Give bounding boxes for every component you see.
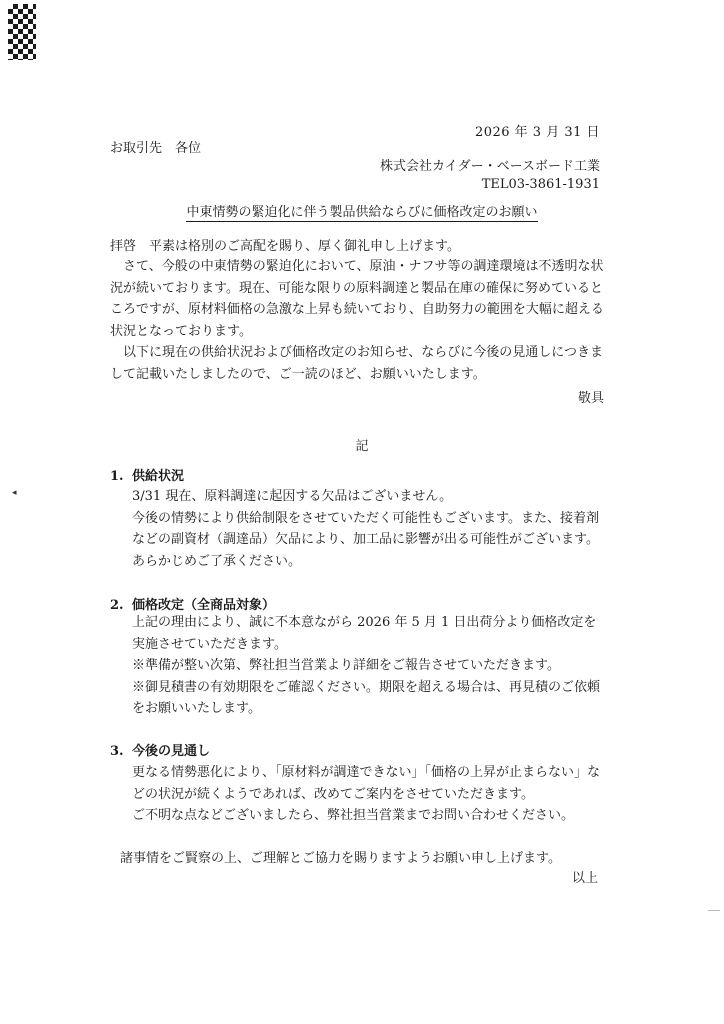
sender-company: 株式会社カイダー・ベースボード工業: [380, 159, 600, 174]
ki-heading: 記: [355, 439, 369, 454]
section-3-number: 3.: [110, 744, 124, 759]
subject-line: [0, 204, 724, 222]
section-2-number: 2.: [110, 598, 124, 613]
section-1-title: [110, 465, 184, 484]
section-2-title: [110, 594, 275, 613]
greeting: 拝啓 平素は格別のご高配を賜り、厚く御礼申し上げます。: [110, 239, 460, 254]
checker-pattern-mark: [8, 4, 36, 60]
margin-line-mark: [708, 910, 720, 911]
section-3-title-text: 今後の見通し: [132, 744, 211, 759]
section-2-line-2: ※準備が整い次第、弊社担当営業より詳細をご報告させていただきます。: [132, 658, 560, 673]
section-1-line-1: 3/31 現在、原料調達に起因する欠品はございません。: [132, 489, 453, 504]
closing-request: 諸事情をご賢察の上、ご理解とご協力を賜りますようお願い申し上げます。: [120, 851, 561, 866]
section-1-number: 1.: [110, 469, 124, 484]
section-2-title-text: 価格改定（全商品対象）: [132, 598, 276, 613]
margin-arrow-mark: ◂: [12, 488, 17, 498]
body-paragraph-2: 以下に現在の供給状況および価格改定のお知らせ、ならびに今後の見通しにつきまして記載いたしましたので、ご一読のほど、お願いいたします。: [110, 345, 603, 382]
closing-word: 敬具: [577, 391, 604, 406]
subject-text: 中東情勢の緊迫化に伴う製品供給ならびに価格改定のお願い: [186, 205, 538, 220]
section-2-line-1: 上記の理由により、誠に不本意ながら 2026 年 5 月 1 日出荷分より価格改定を実施させていただきます。: [132, 615, 597, 652]
recipient: お取引先 各位: [110, 141, 202, 156]
section-3-line-1: 更なる情勢悪化により、「原材料が調達できない」「価格の上昇が止まらない」などの状況が続くようであれば、改めてご案内をさせていただきます。: [132, 765, 601, 802]
section-2-line-3: ※御見積書の有効期限をご確認ください。期限を超える場合は、再見積のご依頼をお願いいたします。: [132, 679, 601, 716]
section-3-line-2: ご不明な点などございましたら、弊社担当営業までお問い合わせください。: [132, 808, 575, 823]
sender-tel: TEL03-3861-1931: [481, 177, 600, 192]
section-2-body: [132, 612, 602, 720]
section-1-body: [132, 486, 602, 572]
section-1-title-text: 供給状況: [132, 469, 185, 484]
letter-date: 2026 年 3 月 31 日: [474, 125, 600, 140]
end-mark: 以上: [571, 871, 598, 886]
section-3-body: [132, 762, 602, 827]
section-1-line-2: 今後の情勢により供給制限をさせていただく可能性もございます。また、接着剤などの副資材（調達品）欠品により、加工品に影響が出る可能性がございます。あらかじめご了承ください。: [132, 510, 599, 569]
section-3-title: [110, 740, 210, 759]
body-paragraph-1: さて、今般の中東情勢の緊迫化において、原油・ナフサ等の調達環境は不透明な状況が続いております。現在、可能な限りの原料調達と製品在庫の確保に努めているところですが、原材料価格の急激な上昇も続いており、自助努力の範囲を大幅に超える状況となっております。: [110, 259, 604, 339]
